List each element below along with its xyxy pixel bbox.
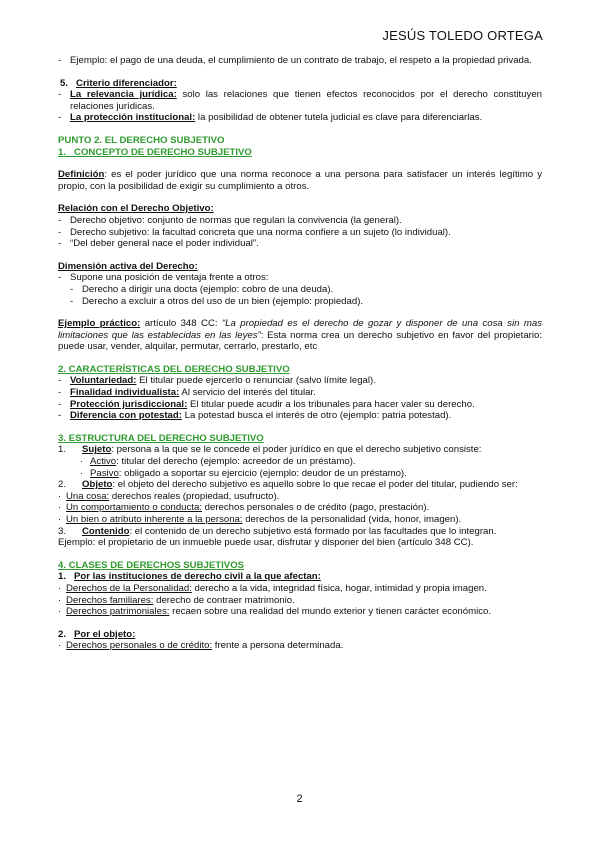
caracteristica-label: Finalidad individualista: (70, 387, 180, 399)
dash: - (58, 387, 62, 399)
concepto-heading (58, 147, 542, 159)
relacion-item (58, 227, 542, 239)
definicion-label: Definición (58, 169, 105, 181)
clases-p1-num: 1. (58, 571, 67, 583)
contenido-num: 3. (58, 525, 67, 537)
clases-p1-title: Por las instituciones de derecho civil a la que afectan: (74, 571, 321, 583)
concepto-num: 1. (58, 146, 67, 158)
sujeto-sub-text: : titular del derecho (ejemplo: acreedor de un préstamo). (116, 456, 356, 468)
definicion-text: : es el poder jurídico que una norma reconoce a una persona para satisfacer un interés legítimo y propio, con la posibilidad de exigir su cumplimiento a otros. (58, 169, 542, 192)
clases-p1-item (58, 595, 542, 607)
ejemplo-practico-paragraph (58, 318, 542, 353)
dimension-intro (58, 272, 542, 284)
criterio-item (58, 89, 542, 112)
ejemplo-post: : Esta norma crea un derecho subjetivo en favor del propietario: puede usar, vender, alquilar, permutar, cerrarlo, prestarlo, etc (58, 329, 542, 353)
dash: - (58, 89, 62, 101)
clases-p1-heading (58, 571, 542, 583)
dash: - (58, 55, 62, 66)
criterio-item-text: la posibilidad de obtener tutela judicial es clave para diferenciarlas. (195, 112, 483, 124)
clases-p2-item (58, 640, 542, 652)
clases-p2-label: Derechos personales o de crédito: (66, 640, 213, 652)
bullet: · (58, 514, 62, 525)
dash: - (58, 272, 62, 284)
caracteristica-text: Al servicio del interés del titular. (179, 387, 316, 399)
objeto-item (58, 514, 542, 526)
sujeto-label: Sujeto (82, 444, 112, 456)
clases-p1-label: Derechos patrimoniales: (66, 606, 170, 618)
clases-p2-title: Por el objeto: (74, 628, 136, 640)
objeto-item-label: Un bien o atributo inherente a la persona: (66, 514, 243, 525)
clases-p1-item (58, 583, 542, 595)
estructura-contenido (58, 526, 542, 538)
dash: - (58, 410, 62, 422)
bullet: · (58, 582, 62, 594)
relacion-title: Relación con el Derecho Objetivo: (58, 203, 214, 215)
caracteristica-label: Diferencia con potestad: (70, 410, 182, 422)
criterio-heading (58, 78, 542, 90)
caracteristica-label: Voluntariedad: (70, 375, 137, 387)
dash: - (58, 226, 62, 238)
sujeto-sub-text: : obligado a soportar su ejercicio (ejemplo: deudor de un préstamo). (118, 467, 407, 479)
caracteristica-label: Protección jurisdiccional: (70, 398, 188, 410)
caracteristica-item (58, 387, 542, 399)
caracteristica-item (58, 375, 542, 387)
dash: - (70, 283, 74, 295)
caracteristica-text: La potestad busca el interés de otro (ejemplo: patria potestad). (181, 410, 452, 422)
relacion-item-text: Derecho objetivo: conjunto de normas que regulan la convivencia (la general). (70, 214, 402, 226)
objeto-item (58, 491, 542, 503)
bullet: · (58, 606, 62, 618)
dash: - (58, 214, 62, 226)
sujeto-text: : persona a la que se le concede el poder jurídico en que el derecho subjetivo consiste: (111, 444, 482, 456)
page-content (58, 55, 542, 652)
bullet: · (80, 456, 84, 468)
clases-p1-text: derecho a la vida, integridad física, hogar, intimidad y propia imagen. (191, 582, 487, 594)
estructura-sujeto (58, 444, 542, 456)
relacion-item-text: “Del deber general nace el poder individual”. (70, 238, 259, 250)
sujeto-sub-label: Pasivo (90, 467, 119, 479)
clases-title: 4. CLASES DE DERECHOS SUBJETIVOS (58, 559, 245, 571)
objeto-item-label: Un comportamiento o conducta: (66, 502, 202, 514)
relacion-item-text: Derecho subjetivo: la facultad concreta que una norma confiere a un sujeto (lo individual). (70, 226, 451, 238)
dash: - (58, 238, 62, 250)
dimension-title: Dimensión activa del Derecho: (58, 260, 198, 272)
caracteristica-text: El titular puede acudir a los tribunales para hacer valer su derecho. (187, 398, 475, 410)
dimension-item-text: Derecho a dirigir una docta (ejemplo: cobro de una deuda). (82, 283, 334, 295)
dimension-item-text: Derecho a excluir a otros del uso de un bien (ejemplo: propiedad). (82, 295, 364, 307)
sujeto-sub-item (58, 468, 542, 480)
objeto-item-label: Una cosa: (66, 490, 110, 502)
bullet: · (58, 490, 62, 502)
estructura-objeto (58, 479, 542, 491)
punto2-title: PUNTO 2. EL DERECHO SUBJETIVO (58, 134, 225, 146)
objeto-item-text: derechos de la personalidad (vida, honor, imagen). (242, 514, 462, 525)
example-payment-text: Ejemplo: el pago de una deuda, el cumplimiento de un contrato de trabajo, el respeto a la propiedad privada. (70, 55, 532, 66)
criterio-title: Criterio diferenciador: (76, 77, 177, 89)
clases-p2-heading (58, 629, 542, 641)
sujeto-num: 1. (58, 444, 67, 456)
criterio-item-label: La protección institucional: (70, 112, 196, 124)
clases-p1-item (58, 606, 542, 618)
objeto-text: : el objeto del derecho subjetivo es aquello sobre lo que recae el poder del titular, pudiendo ser: (112, 479, 518, 491)
objeto-label: Objeto (82, 479, 113, 491)
caracteristicas-title: 2. CARACTERÍSTICAS DEL DERECHO SUBJETIVO (58, 363, 290, 375)
criterio-item (58, 112, 542, 124)
objeto-item-text: derechos reales (propiedad, usufructo). (109, 490, 280, 502)
criterio-item-label: La relevancia jurídica: (70, 89, 177, 101)
example-payment (58, 55, 542, 67)
objeto-num: 2. (58, 479, 67, 491)
clases-p1-text: derecho de contraer matrimonio. (153, 594, 295, 606)
objeto-item (58, 502, 542, 514)
dash: - (58, 375, 62, 387)
page-number: 2 (296, 793, 303, 805)
clases-p2-num: 2. (58, 628, 67, 640)
clases-p1-label: Derechos de la Personalidad: (66, 582, 192, 594)
dimension-item (58, 296, 542, 308)
objeto-item-text: derechos personales o de crédito (pago, prestación). (202, 502, 430, 514)
estructura-example: Ejemplo: el propietario de un inmueble puede usar, disfrutar y disponer del bien (artículo 348 CC). (58, 537, 474, 549)
dash: - (70, 295, 74, 307)
bullet: · (58, 502, 62, 514)
concepto-title: CONCEPTO DE DERECHO SUBJETIVO (74, 146, 252, 158)
contenido-text: : el contenido de un derecho subjetivo está formado por las facultades que lo integran. (129, 525, 497, 537)
definicion-paragraph (58, 169, 542, 192)
relacion-item (58, 215, 542, 227)
bullet: · (80, 467, 84, 479)
dimension-item (58, 284, 542, 296)
sujeto-sub-item (58, 456, 542, 468)
caracteristica-text: El titular puede ejercerlo o renunciar (salvo límite legal). (136, 375, 376, 387)
page-header: JESÚS TOLEDO ORTEGA (382, 28, 543, 43)
clases-p1-label: Derechos familiares: (66, 594, 154, 606)
dimension-intro-text: Supone una posición de ventaja frente a otros: (70, 272, 269, 284)
caracteristica-item (58, 399, 542, 411)
dash: - (58, 398, 62, 410)
criterio-item-text: solo las relaciones que tienen efectos reconocidos por el derecho constituyen relaciones jurídicas. (70, 89, 542, 112)
dash: - (58, 112, 62, 124)
criterio-num: 5. (60, 77, 69, 89)
relacion-item (58, 238, 542, 250)
ejemplo-pre: artículo 348 CC: (140, 318, 222, 330)
estructura-title: 3. ESTRUCTURA DEL DERECHO SUBJETIVO (58, 432, 264, 444)
clases-p2-text: frente a persona determinada. (212, 640, 344, 652)
ejemplo-quote: “La propiedad es el derecho de gozar y disponer de una cosa sin mas limitaciones que las establecidas en las leyes” (58, 318, 542, 341)
bullet: · (58, 594, 62, 606)
bullet: · (58, 640, 62, 652)
clases-p1-text: recaen sobre una realidad del mundo exterior y tienen carácter económico. (169, 606, 492, 618)
contenido-label: Contenido (82, 525, 130, 537)
ejemplo-label: Ejemplo práctico: (58, 318, 141, 330)
sujeto-sub-label: Activo (90, 456, 117, 468)
caracteristica-item (58, 410, 542, 422)
